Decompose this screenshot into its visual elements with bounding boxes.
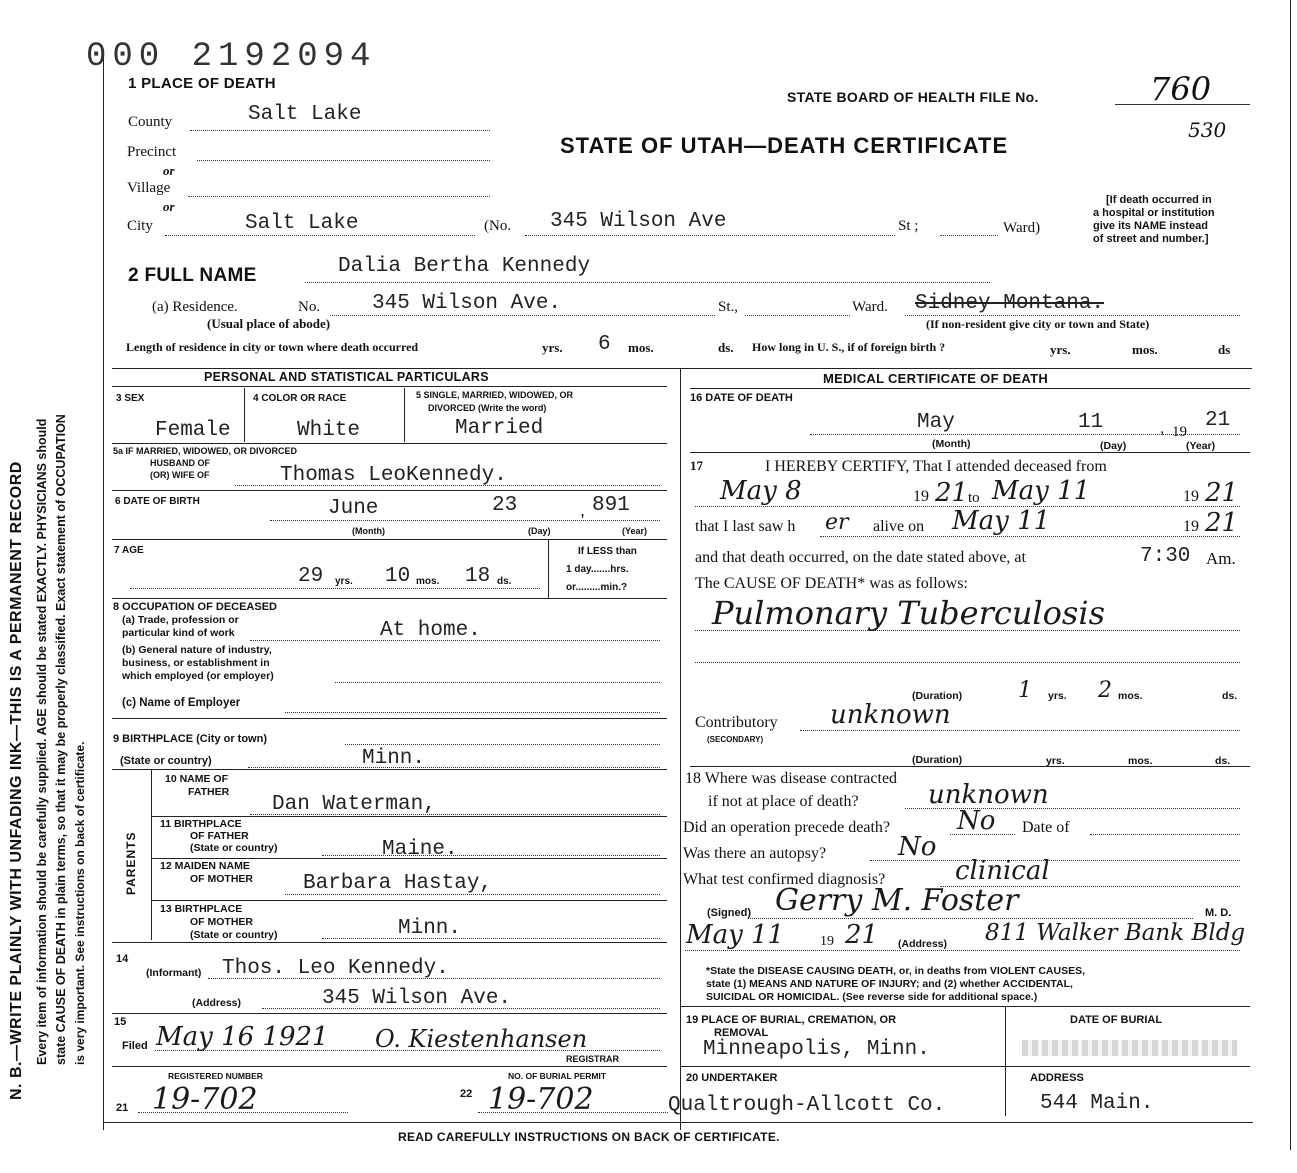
length-mos-label: mos. [628, 340, 654, 355]
autopsy-label: Was there an autopsy? [683, 845, 827, 862]
place-of-death-label: 1 PLACE OF DEATH [128, 75, 276, 92]
contrib-value: unknown [830, 700, 951, 730]
mother-bp-label-1: 13 BIRTHPLACE [160, 903, 243, 915]
alive-year: 21 [1205, 508, 1239, 538]
cert-no: 17 [690, 458, 703, 473]
sex-label: 3 SEX [116, 393, 145, 404]
informant-no: 14 [116, 953, 129, 965]
duration2-mos-label: mos. [1128, 755, 1153, 767]
operation-label: Did an operation precede death? [683, 819, 891, 836]
dod-label: 16 DATE OF DEATH [690, 392, 793, 404]
filed-label: Filed [122, 1040, 148, 1052]
birthplace-state-label: (State or country) [120, 755, 212, 767]
status-value: Married [455, 417, 544, 440]
physician-signature: Gerry M. Foster [775, 883, 1019, 918]
dod-day-label: (Day) [1100, 440, 1127, 452]
how-long-yrs-label: yrs. [1050, 342, 1071, 357]
usual-abode-label: (Usual place of abode) [207, 316, 331, 331]
medical-section-title: MEDICAL CERTIFICATE OF DEATH [823, 371, 1049, 386]
certificate-title: STATE OF UTAH—DEATH CERTIFICATE [560, 133, 1009, 158]
father-label-1: 10 NAME OF [165, 773, 229, 785]
footer-instructions: READ CAREFULLY INSTRUCTIONS ON BACK OF CERTIFICATE. [398, 1130, 780, 1144]
hospital-note-4: of street and number.] [1093, 233, 1209, 245]
to-label: to [968, 490, 980, 506]
father-bp-value: Maine. [382, 838, 458, 861]
operation-value: No [957, 806, 996, 836]
alive-date: May 11 [952, 506, 1051, 536]
dod-year-prefix: 19 [1172, 424, 1187, 440]
nonresident-label: (If non-resident give city or town and State) [926, 317, 1150, 331]
file-no-label: STATE BOARD OF HEALTH FILE No. [787, 89, 1039, 105]
from-year-prefix: 19 [913, 488, 929, 505]
to-date: May 11 [992, 476, 1091, 506]
section-divider [680, 368, 681, 1130]
or-label-2: or [163, 199, 175, 214]
q18-value: unknown [928, 780, 1049, 810]
signed-year-prefix: 19 [820, 934, 834, 949]
burial-place-label-2: REMOVAL [714, 1027, 769, 1039]
mother-value: Barbara Hastay, [303, 872, 493, 895]
residence-ward-value: Sidney Montana. [915, 292, 1105, 315]
hospital-note-1: [If death occurred in [1106, 194, 1212, 206]
duration-ds-label: ds. [1222, 690, 1238, 702]
residence-value: 345 Wilson Ave. [372, 292, 562, 315]
status-label-1: 5 SINGLE, MARRIED, WIDOWED, OR [416, 390, 574, 400]
last-saw-label: that I last saw h [695, 518, 796, 535]
burial-place-value: Minneapolis, Minn. [703, 1038, 930, 1061]
alive-on-label: alive on [873, 518, 925, 535]
file-no: 760 [1150, 70, 1212, 108]
file-note: 530 [1188, 118, 1227, 142]
father-bp-label-3: (State or country) [190, 842, 278, 854]
dod-year: 21 [1205, 409, 1231, 432]
occ-b-label-3: which employed (or employer) [122, 670, 274, 682]
autopsy-value: No [898, 832, 937, 862]
father-bp-label-2: OF FATHER [190, 830, 249, 842]
occupation-value: At home. [380, 619, 481, 642]
registrar-signature: O. Kiestenhansen [375, 1025, 588, 1053]
precinct-label: Precinct [127, 144, 177, 160]
status-label-2: DIVORCED (Write the word) [428, 403, 547, 413]
birthplace-label: 9 BIRTHPLACE (City or town) [113, 733, 267, 745]
age-ds-label: ds. [497, 576, 512, 587]
certify-text: I HEREBY CERTIFY, That I attended deceased from [765, 458, 1107, 475]
sex-value: Female [155, 419, 231, 442]
less-than-3: or.........min.? [566, 582, 628, 593]
age-ds: 18 [465, 565, 491, 588]
dob-month: June [328, 497, 379, 520]
dod-comma: , [1160, 420, 1165, 437]
last-saw-hand: er [825, 510, 849, 535]
cause-value: Pulmonary Tuberculosis [712, 594, 1105, 632]
cause-label: The CAUSE OF DEATH* was as follows: [695, 575, 968, 592]
occ-b-label-1: (b) General nature of industry, [122, 644, 272, 656]
father-value: Dan Waterman, [272, 793, 436, 816]
physician-address-label: (Address) [898, 938, 948, 950]
dod-month: May [917, 411, 955, 434]
residence-ward-label: Ward. [852, 299, 888, 315]
burial-date-stamp [1022, 1040, 1237, 1056]
test-label: What test confirmed diagnosis? [683, 871, 886, 888]
contrib-label: Contributory [695, 714, 778, 731]
burial-no-value: 19-702 [488, 1082, 594, 1117]
duration-yrs-label: yrs. [1048, 690, 1067, 702]
footnote-3: SUICIDAL OR HOMICIDAL. (See reverse side for additional space.) [706, 991, 1038, 1003]
residence-no-label: No. [298, 299, 321, 315]
father-label-2: FATHER [188, 786, 230, 798]
footnote-2: state (1) MEANS AND NATURE OF INJURY; and (2) whether ACCIDENTAL, [706, 978, 1073, 990]
how-long-label: How long in U. S., if of foreign birth ? [752, 340, 946, 354]
occ-b-label-2: business, or establishment in [122, 657, 270, 669]
county-label: County [128, 114, 173, 130]
to-year-prefix: 19 [1183, 488, 1199, 505]
q18b-label: if not at place of death? [708, 793, 859, 810]
birthplace-value: Minn. [362, 747, 426, 770]
color-value: White [297, 419, 361, 442]
length-residence-label: Length of residence in city or town where death occurred [126, 340, 419, 354]
informant-address-value: 345 Wilson Ave. [322, 987, 512, 1010]
burial-date-label: DATE OF BURIAL [1070, 1014, 1163, 1026]
dob-year: 891 [592, 494, 630, 517]
from-year: 21 [935, 478, 969, 508]
spouse-label-3: (OR) WIFE OF [150, 470, 210, 480]
informant-label: (Informant) [146, 967, 202, 979]
less-than-1: If LESS than [578, 546, 637, 557]
duration2-yrs-label: yrs. [1046, 755, 1065, 767]
footnote-1: *State the DISEASE CAUSING DEATH, or, in deaths from VIOLENT CAUSES, [706, 965, 1086, 977]
or-label-1: or [163, 163, 175, 178]
city-label: City [127, 218, 153, 234]
death-time-suffix: Am. [1206, 549, 1236, 568]
dob-month-label: (Month) [352, 526, 385, 536]
age-yrs: 29 [298, 565, 324, 588]
from-date: May 8 [720, 476, 802, 506]
signed-date: May 11 [686, 920, 785, 950]
margin-every: Every item of information should be carefully supplied. AGE should be stated EXACTLY. PHYSICIANS should [35, 418, 49, 1065]
burial-no-prefix: 22 [460, 1088, 473, 1100]
dod-year-label: (Year) [1186, 440, 1216, 452]
length-yrs-label: yrs. [542, 340, 563, 355]
form-left-border [103, 55, 104, 1130]
margin-state: state CAUSE OF DEATH in plain terms, so that it may be properly classified. Exact statement of OCCUPATION [54, 414, 68, 1065]
spouse-value: Thomas LeoKennedy. [280, 464, 507, 487]
duration-yrs: 1 [1018, 678, 1032, 703]
age-mos: 10 [385, 565, 411, 588]
full-name-label: 2 FULL NAME [128, 265, 257, 286]
death-time: 7:30 [1140, 545, 1191, 568]
city-no-label: (No. [484, 218, 512, 234]
duration-mos: 2 [1098, 678, 1112, 703]
q18-label: 18 Where was disease contracted [685, 770, 898, 787]
md-label: M. D. [1205, 907, 1232, 919]
city-ward-label: Ward) [1003, 220, 1041, 236]
village-label: Village [127, 180, 171, 196]
duration-label-2: (Duration) [912, 754, 963, 766]
undertaker-label: 20 UNDERTAKER [686, 1072, 778, 1084]
dod-day: 11 [1078, 411, 1104, 434]
burial-no-label: NO. OF BURIAL PERMIT [508, 1071, 607, 1081]
length-ds-label: ds. [718, 340, 734, 355]
signed-year: 21 [845, 920, 879, 950]
mother-label-2: OF MOTHER [190, 873, 253, 885]
filed-no: 15 [114, 1016, 127, 1028]
to-year: 21 [1205, 478, 1239, 508]
form-right-border [1290, 0, 1291, 1150]
length-mos-value: 6 [598, 333, 611, 356]
alive-year-prefix: 19 [1183, 518, 1199, 535]
physician-address: 811 Walker Bank Bldg [985, 920, 1246, 946]
margin-nb: N. B.—WRITE PLAINLY WITH UNFADING INK—THIS IS A PERMANENT RECORD [8, 461, 25, 1100]
secondary-label: (SECONDARY) [707, 735, 764, 744]
duration2-ds-label: ds. [1215, 755, 1231, 767]
undertaker-address-value: 544 Main. [1040, 1092, 1154, 1115]
residence-st-label: St., [718, 299, 739, 315]
duration-label-1: (Duration) [912, 690, 963, 702]
parents-label: PARENTS [124, 831, 138, 895]
city-street-value: 345 Wilson Ave [550, 210, 727, 233]
color-label: 4 COLOR OR RACE [253, 393, 347, 404]
how-long-ds-label: ds [1218, 342, 1231, 357]
employer-label: (c) Name of Employer [122, 697, 241, 709]
dob-year-label: (Year) [622, 526, 648, 536]
county-value: Salt Lake [248, 103, 362, 126]
reg-no-label: REGISTERED NUMBER [168, 1071, 263, 1081]
reg-no-value: 19-702 [152, 1082, 258, 1117]
hospital-note-3: give its NAME instead [1093, 220, 1208, 232]
how-long-mos-label: mos. [1132, 342, 1158, 357]
informant-value: Thos. Leo Kennedy. [222, 957, 449, 980]
father-bp-label-1: 11 BIRTHPLACE [160, 818, 242, 830]
undertaker-value: Qualtrough-Allcott Co. [668, 1094, 946, 1117]
dod-month-label: (Month) [932, 438, 971, 450]
occupation-label: 8 OCCUPATION OF DECEASED [113, 601, 277, 613]
registrar-label: REGISTRAR [566, 1054, 620, 1064]
mother-bp-label-3: (State or country) [190, 929, 278, 941]
reg-no-prefix: 21 [116, 1102, 129, 1114]
dob-label: 6 DATE OF BIRTH [115, 496, 200, 507]
occ-a-label-2: particular kind of work [122, 627, 235, 639]
mother-label-1: 12 MAIDEN NAME [160, 860, 250, 872]
informant-address-label: (Address) [192, 997, 242, 1009]
death-occurred-label: and that death occurred, on the date stated above, at [695, 549, 1026, 566]
city-value: Salt Lake [245, 212, 359, 235]
age-label: 7 AGE [114, 545, 144, 556]
filed-value: May 16 1921 [156, 1022, 329, 1052]
residence-label: (a) Residence. [152, 299, 238, 315]
margin-important: is very important. See instructions on back of certificate. [73, 741, 87, 1065]
less-than-2: 1 day.......hrs. [566, 564, 629, 575]
city-st-label: St ; [898, 218, 919, 234]
undertaker-address-label: ADDRESS [1030, 1072, 1084, 1084]
mother-bp-value: Minn. [398, 917, 462, 940]
spouse-label-2: HUSBAND OF [150, 458, 210, 468]
duration-mos-label: mos. [1118, 690, 1143, 702]
dob-comma: , [580, 500, 586, 520]
signed-label: (Signed) [707, 907, 751, 919]
test-value: clinical [955, 856, 1050, 886]
occ-a-label-1: (a) Trade, profession or [122, 614, 239, 626]
spouse-label-1: 5a IF MARRIED, WIDOWED, OR DIVORCED [113, 446, 298, 456]
hospital-note-2: a hospital or institution [1093, 207, 1215, 219]
age-mos-label: mos. [416, 576, 440, 587]
full-name-value: Dalia Bertha Kennedy [338, 255, 591, 278]
personal-section-title: PERSONAL AND STATISTICAL PARTICULARS [204, 370, 489, 384]
dob-day-label: (Day) [528, 526, 551, 536]
dob-day: 23 [492, 494, 518, 517]
burial-place-label-1: 19 PLACE OF BURIAL, CREMATION, OR [686, 1014, 897, 1026]
mother-bp-label-2: OF MOTHER [190, 916, 253, 928]
serial-number: 000 2192094 [86, 38, 377, 76]
operation-date-label: Date of [1022, 819, 1070, 836]
age-yrs-label: yrs. [335, 576, 353, 587]
